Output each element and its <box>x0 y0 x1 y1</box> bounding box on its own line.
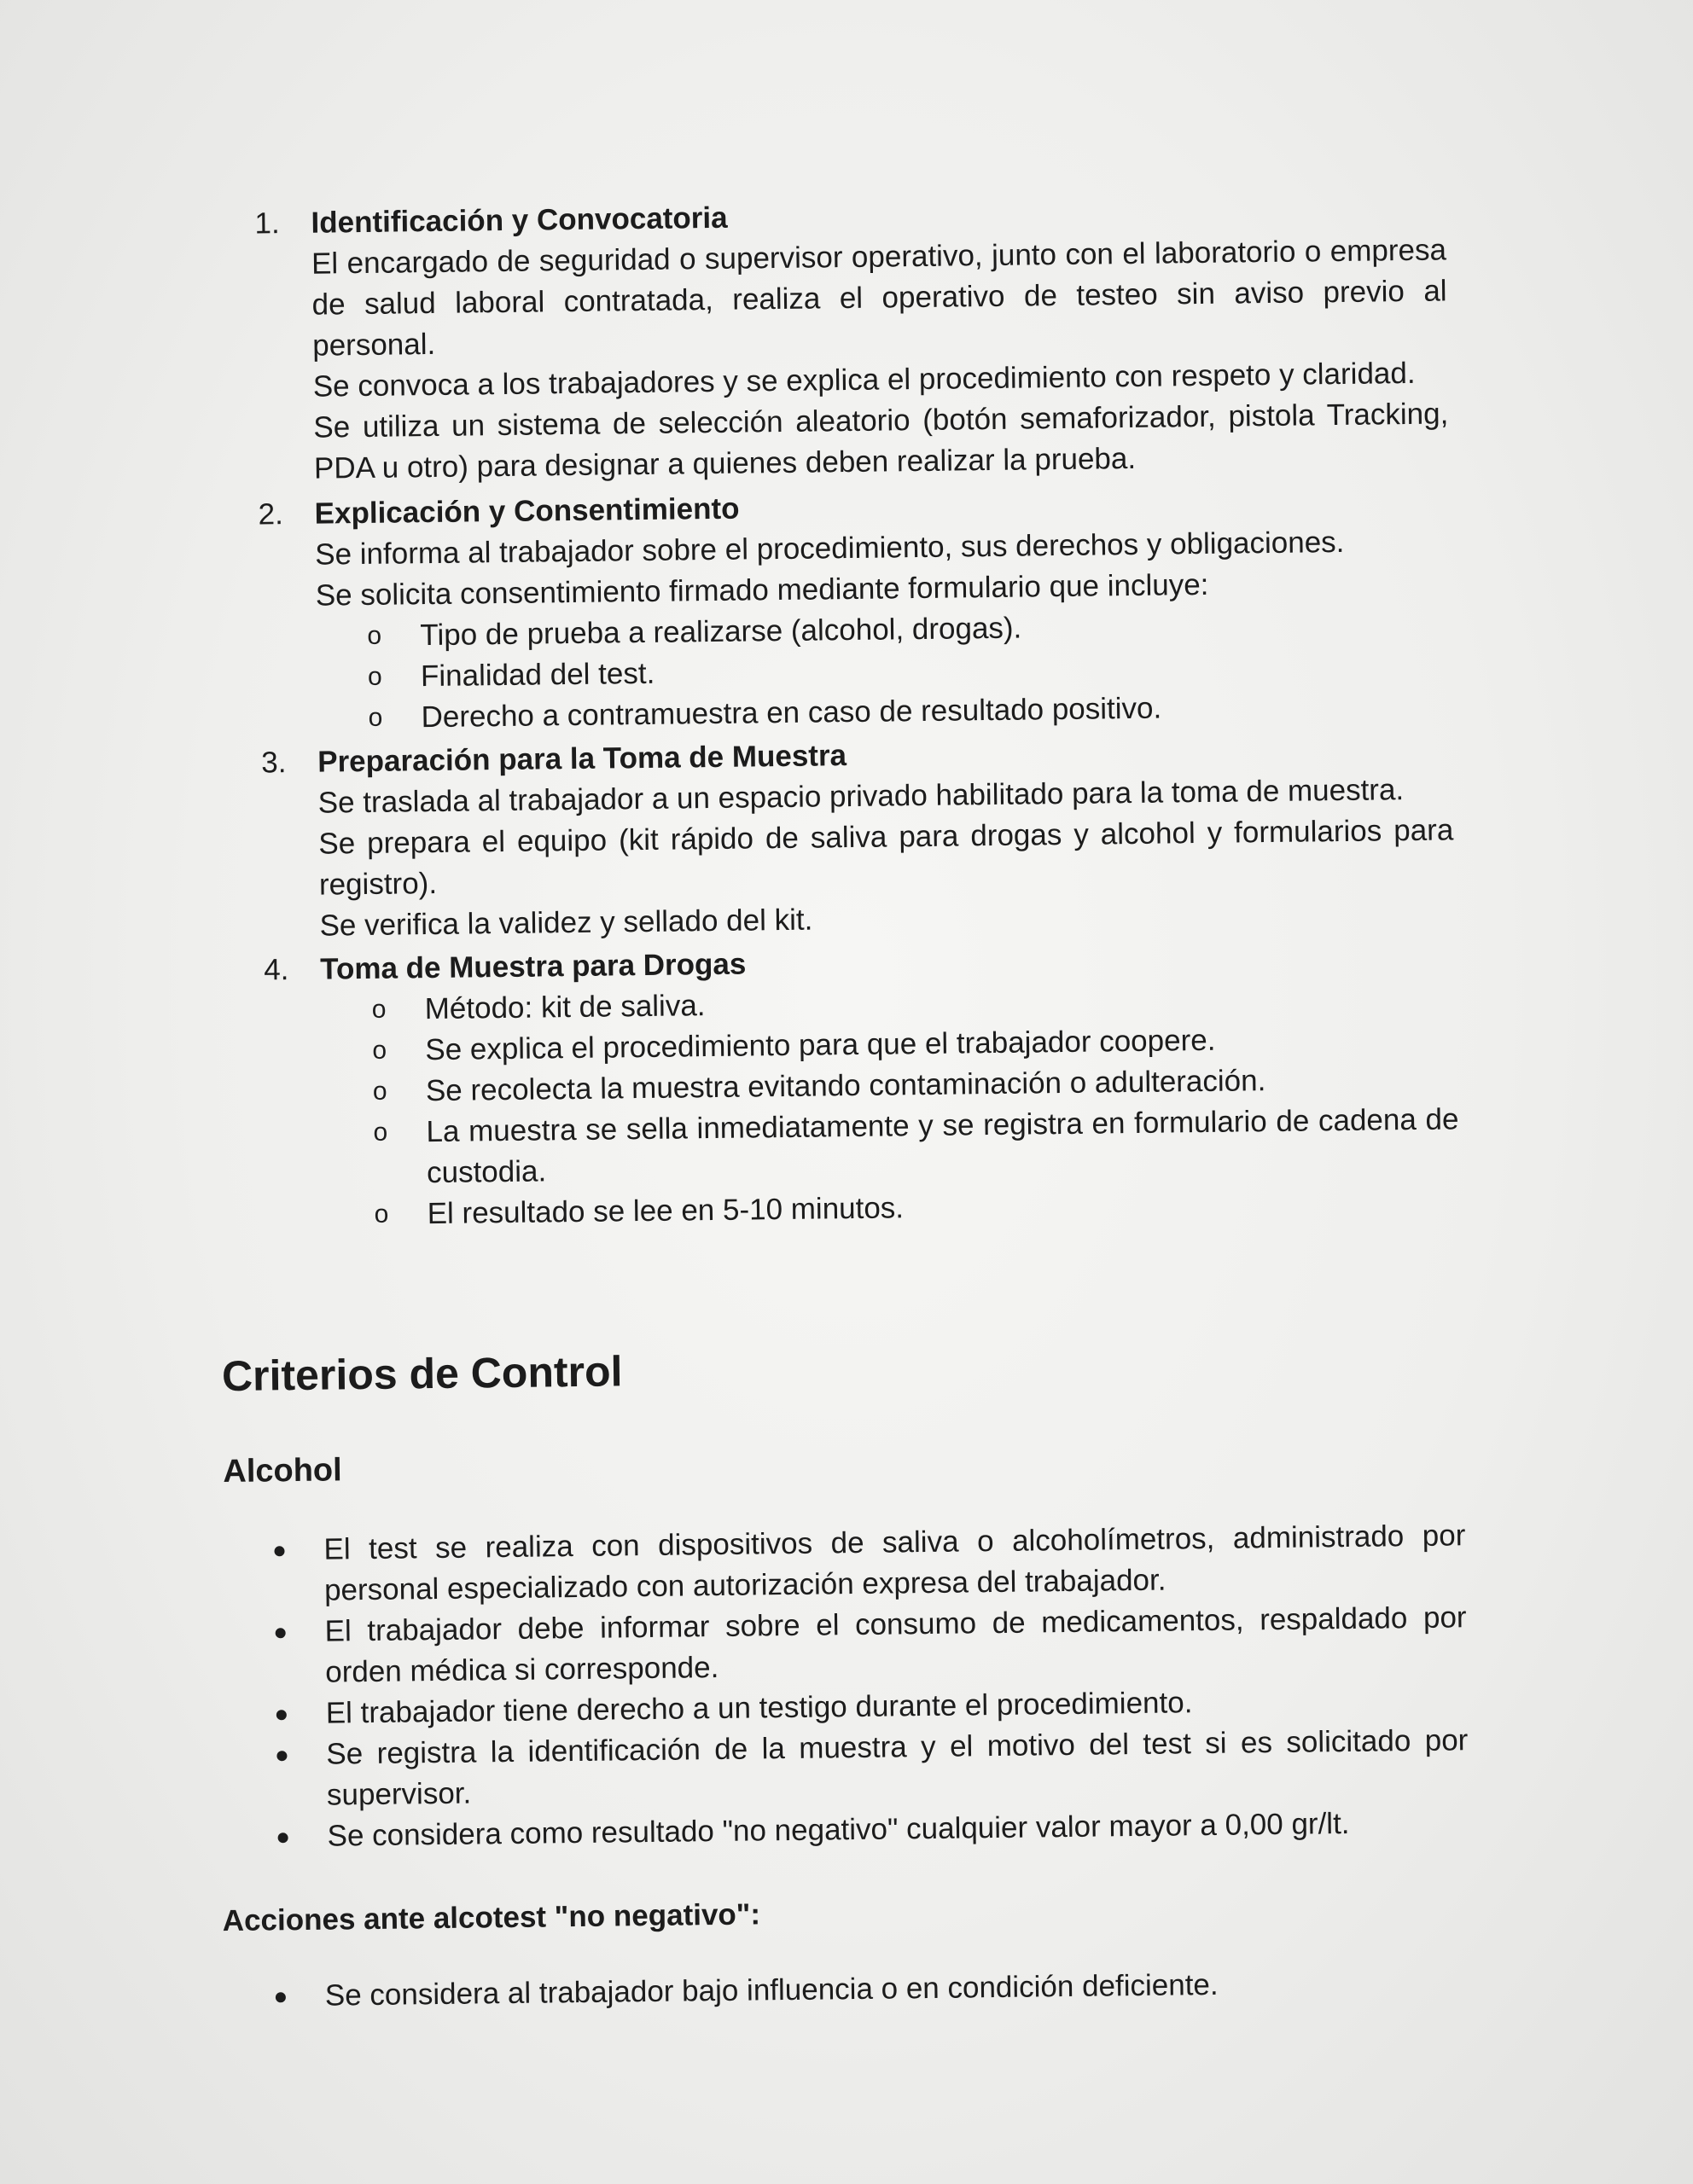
sub-list-item <box>373 1099 1459 1194</box>
sub-item-text: Finalidad del test. <box>420 656 655 694</box>
step-title: Toma de Muestra para Drogas <box>319 947 747 986</box>
sub-bullet-marker: o <box>367 662 382 691</box>
step-paragraph: El encargado de seguridad o supervisor operativo, junto con el laboratorio o empresa de salud laboral contratada, realiza el operativo de testeo sin aviso previo al personal. <box>311 233 1447 363</box>
step-title: Preparación para la Toma de Muestra <box>317 739 847 779</box>
sub-item-text: Se explica el procedimiento para que el trabajador coopere. <box>425 1023 1216 1067</box>
bullet-text: El test se realiza con dispositivos de saliva o alcoholímetros, administrado por personal especializado con autorización expresa del trabajador. <box>323 1519 1466 1607</box>
procedure-step-2 <box>258 479 1455 740</box>
step-paragraph: Se utiliza un sistema de selección aleatorio (botón semaforizador, pistola Tracking, PDA u otro) para designar a quienes deben realizar la prueba. <box>313 397 1449 485</box>
step-title: Identificación y Convocatoria <box>311 200 728 240</box>
bullet-item <box>271 1515 1466 1612</box>
section-heading: Criterios de Control <box>221 1347 623 1401</box>
step-paragraph: Se verifica la validez y sellado del kit. <box>319 903 813 943</box>
sub-bullet-marker: o <box>371 995 387 1024</box>
sub-bullet-marker: o <box>374 1199 389 1228</box>
bullet-text: Se considera al trabajador bajo influencia o en condición deficiente. <box>324 1967 1219 2013</box>
bullet-dot <box>276 1628 286 1638</box>
step-paragraph: Se prepara el equipo (kit rápido de saliva para drogas y alcohol y formularios para registro). <box>318 813 1454 902</box>
bullet-text: Se considera como resultado "no negativo" cualquier valor mayor a 0,00 gr/lt. <box>327 1806 1350 1853</box>
procedure-step-4 <box>264 935 1462 1236</box>
bullet-dot <box>278 1833 288 1843</box>
step-number: 4. <box>263 953 289 987</box>
step-number: 2. <box>258 497 284 531</box>
actions-bullet-list <box>272 1961 1467 2017</box>
bullet-dot <box>274 1546 284 1556</box>
bullet-dot <box>276 1992 286 2002</box>
alcohol-heading: Alcohol <box>223 1452 342 1490</box>
bullet-item <box>272 1961 1467 2017</box>
step-number: 3. <box>260 746 287 780</box>
sub-item-text: La muestra se sella inmediatamente y se registra en formulario de cadena de custodia. <box>426 1102 1459 1190</box>
sub-bullet-marker: o <box>373 1118 388 1147</box>
sub-bullet-marker: o <box>372 1036 387 1065</box>
actions-heading: Acciones ante alcotest "no negativo": <box>222 1897 761 1938</box>
sub-item-text: El resultado se lee en 5-10 minutos. <box>427 1191 905 1231</box>
bullet-item <box>271 1597 1467 1693</box>
bullet-text: El trabajador debe informar sobre el consumo de medicamentos, respaldado por orden médica si corresponde. <box>324 1600 1467 1689</box>
step-paragraph: Se convoca a los trabajadores y se explica el procedimiento con respeto y claridad. <box>312 356 1416 404</box>
step-paragraph: Se informa al trabajador sobre el procedimiento, sus derechos y obligaciones. <box>314 525 1345 572</box>
step-title: Explicación y Consentimiento <box>314 491 740 531</box>
bullet-dot <box>276 1710 287 1720</box>
step-number: 1. <box>254 206 280 241</box>
sub-item-text: Se recolecta la muestra evitando contaminación o adulteración. <box>425 1064 1266 1108</box>
step-paragraph: Se solicita consentimiento firmado mediante formulario que incluye: <box>315 567 1209 613</box>
sub-bullet-marker: o <box>372 1077 387 1106</box>
procedure-step-3 <box>261 728 1458 947</box>
procedure-step-1 <box>254 189 1452 490</box>
bullet-text: El trabajador tiene derecho a un testigo durante el procedimiento. <box>325 1686 1193 1730</box>
bullet-text: Se registra la identificación de la muestra y el motivo del test si es solicitado por supervisor. <box>326 1723 1469 1812</box>
bullet-dot <box>276 1751 287 1761</box>
sub-item-text: Derecho a contramuestra en caso de resultado positivo. <box>421 691 1162 735</box>
sub-item-text: Método: kit de saliva. <box>424 989 706 1026</box>
sub-bullet-marker: o <box>367 621 382 650</box>
sub-item-text: Tipo de prueba a realizarse (alcohol, drogas). <box>420 611 1022 653</box>
sub-bullet-marker: o <box>368 703 383 732</box>
step-paragraph: Se traslada al trabajador a un espacio privado habilitado para la toma de muestra. <box>317 773 1405 820</box>
bullet-item <box>273 1720 1469 1816</box>
alcohol-bullet-list <box>271 1515 1469 1857</box>
